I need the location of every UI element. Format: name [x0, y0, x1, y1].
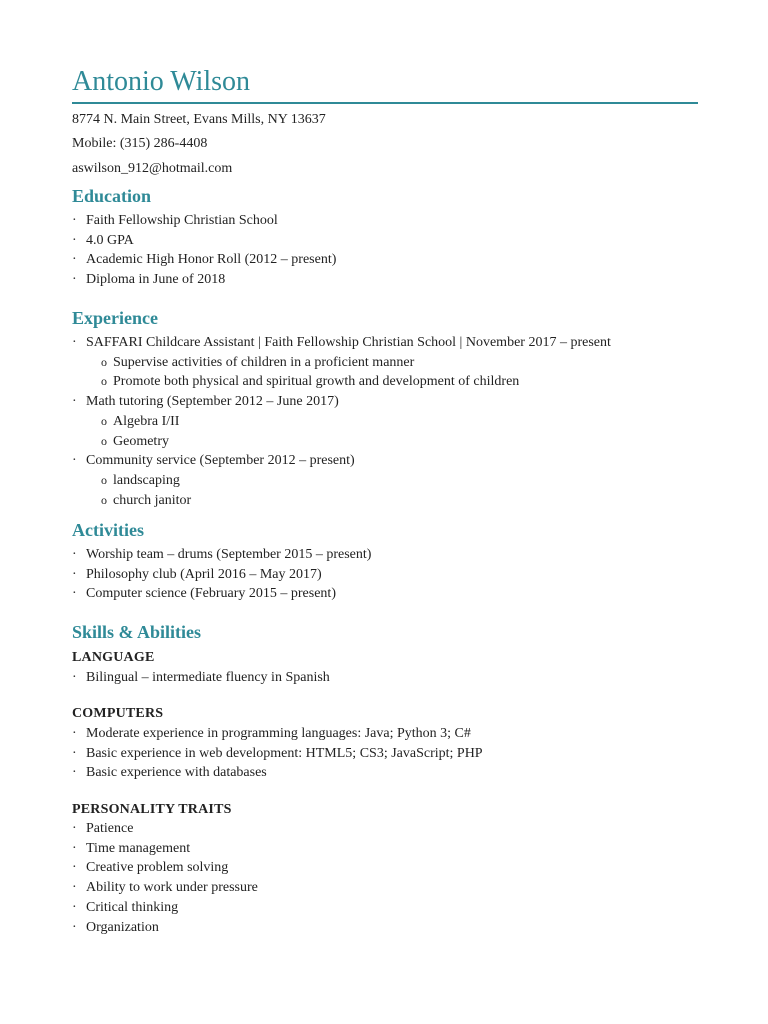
list-item: · Basic experience with databases	[72, 763, 692, 783]
list-item: · 4.0 GPA	[72, 231, 692, 251]
list-item: o Geometry	[86, 432, 692, 452]
list-item: · Organization	[72, 918, 692, 938]
job-label: SAFFARI Childcare Assistant | Faith Fellowship Christian School | November 2017 – present	[86, 335, 611, 350]
job-item	[72, 451, 692, 510]
list-item: o church janitor	[86, 491, 692, 511]
activities-list	[72, 545, 692, 604]
language-list	[72, 668, 692, 688]
activities-heading: Activities	[72, 520, 144, 540]
list-item: · Ability to work under pressure	[72, 878, 692, 898]
list-item: · Moderate experience in programming languages: Java; Python 3; C#	[72, 724, 692, 744]
list-item: · Worship team – drums (September 2015 – present)	[72, 545, 692, 565]
list-item: · Philosophy club (April 2016 – May 2017)	[72, 565, 692, 585]
list-item: · Basic experience in web development: HTML5; CS3; JavaScript; PHP	[72, 744, 692, 764]
contact-address: 8774 N. Main Street, Evans Mills, NY 13637	[72, 112, 326, 127]
list-item: · Time management	[72, 839, 692, 859]
list-item: · Critical thinking	[72, 898, 692, 918]
list-item: o Algebra I/II	[86, 412, 692, 432]
education-heading: Education	[72, 186, 152, 206]
list-item: · Computer science (February 2015 – present)	[72, 584, 692, 604]
list-item: · Patience	[72, 819, 692, 839]
personality-list	[72, 819, 692, 937]
contact-mobile: Mobile: (315) 286-4408	[72, 136, 208, 151]
list-item: · Bilingual – intermediate fluency in Spanish	[72, 668, 692, 688]
list-item: o landscaping	[86, 471, 692, 491]
job-item	[72, 392, 692, 451]
personality-subheading: PERSONALITY TRAITS	[72, 802, 232, 817]
resume-name: Antonio Wilson	[72, 66, 251, 97]
computers-list	[72, 724, 692, 783]
skills-heading: Skills & Abilities	[72, 622, 202, 642]
job-item	[72, 333, 692, 392]
job-details	[86, 471, 692, 510]
education-list	[72, 211, 692, 290]
list-item: o Promote both physical and spiritual growth and development of children	[86, 372, 692, 392]
contact-email: aswilson_912@hotmail.com	[72, 161, 233, 176]
list-item: · Academic High Honor Roll (2012 – present)	[72, 250, 692, 270]
header-divider	[72, 102, 698, 104]
language-subheading: LANGUAGE	[72, 650, 155, 665]
list-item: o Supervise activities of children in a proficient manner	[86, 353, 692, 373]
computers-subheading: COMPUTERS	[72, 706, 164, 721]
job-label: Math tutoring (September 2012 – June 2017)	[86, 394, 339, 410]
experience-list	[72, 333, 692, 510]
job-details	[86, 412, 692, 451]
list-item: · Faith Fellowship Christian School	[72, 211, 692, 231]
job-details	[86, 353, 692, 392]
list-item: · Diploma in June of 2018	[72, 270, 692, 290]
job-label: Community service (September 2012 – present)	[86, 453, 355, 469]
list-item: · Creative problem solving	[72, 858, 692, 878]
experience-heading: Experience	[72, 308, 158, 328]
